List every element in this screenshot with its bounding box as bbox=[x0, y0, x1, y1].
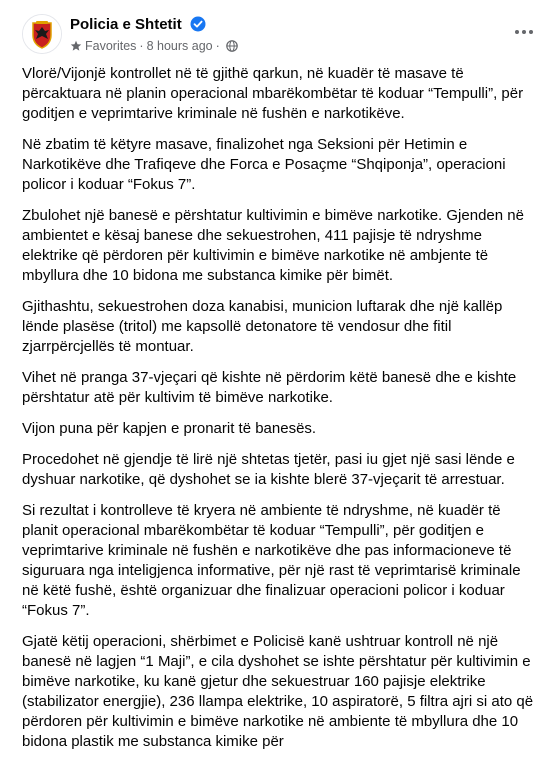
post-paragraph: Gjithashtu, sekuestrohen doza kanabisi, municion luftarak dhe një kallëp lënde plasëse (tritol) me kapsollë detonatore të vendosur dhe fitil zjarrpërcjellës të montuar. bbox=[22, 298, 503, 355]
meta-separator: · bbox=[215, 39, 220, 53]
post-header bbox=[0, 0, 560, 64]
post-paragraph: Si rezultat i kontrolleve të kryera në ambiente të ndryshme, në kuadër të planit operacional mbarëkombëtar të koduar “Tempulli”, për goditjen e veprimtarive kriminale në fushën e narkotikëve dhe pas informacioneve të siguruara nga inteligjenca informative, për një rast të veprimtarisë kriminale në këtë fushë, është organizuar dhe finalizuar operacioni policor i koduar “Fokus 7”. bbox=[22, 502, 521, 619]
post-paragraph: Vihet në pranga 37-vjeçari që kishte në përdorim këtë banesë dhe e kishte përshtatur atë për kultivim të bimëve narkotike. bbox=[22, 369, 517, 406]
star-icon bbox=[70, 40, 82, 52]
more-options-button[interactable] bbox=[508, 18, 540, 46]
verified-badge-icon bbox=[190, 16, 206, 32]
globe-icon[interactable] bbox=[226, 40, 238, 52]
post-meta bbox=[70, 38, 238, 54]
post-paragraph: Gjatë këtij operacioni, shërbimet e Policisë kanë ushtruar kontroll në një banesë në lagjen “1 Maji”, e cila dyshohet se ishte përshtatur për kultivimin e bimëve narkotike, ku kanë gjetur dhe sekuestruar 160 pajisje elektrike (stabilizator energjie), 236 llampa elektrike, 10 aspiratorë, 5 filtra ajri si ato që përdoren për kultivimin e bimëve narkotike në ambiente të mbyllura dhe 10 bidona plastik me substanca kimike për bbox=[22, 633, 534, 750]
post-paragraph: Vijon puna për kapjen e pronarit të banesës. bbox=[22, 420, 317, 437]
post-timestamp[interactable]: 8 hours ago bbox=[146, 39, 213, 53]
more-dot bbox=[515, 30, 519, 34]
page-name[interactable]: Policia e Shtetit bbox=[70, 16, 182, 33]
page-name-row bbox=[70, 16, 206, 34]
meta-separator: · bbox=[139, 39, 144, 53]
post-paragraph: Vlorë/Vijonjë kontrollet në të gjithë qarkun, në kuadër të masave të përcaktuara në planin operacional mbarëkombëtar të koduar “Tempulli”, për goditjen e veprimtarive kriminale në fushën e narkotikëve. bbox=[22, 65, 524, 122]
post-body bbox=[22, 64, 534, 763]
police-emblem-icon bbox=[23, 15, 61, 53]
post-paragraph: Zbulohet një banesë e përshtatur kultivimin e bimëve narkotike. Gjenden në ambientet e kësaj banese dhe sekuestrohen, 411 pajisje të ndryshme elektrike që përdoren për kultivimin e bimëve narkotike në ambjente të mbyllura dhe 10 bidona me substanca kimike për bimët. bbox=[22, 207, 524, 284]
more-dot bbox=[529, 30, 533, 34]
more-dot bbox=[522, 30, 526, 34]
favorites-label[interactable]: Favorites bbox=[85, 39, 137, 53]
post-paragraph: Në zbatim të këtyre masave, finalizohet nga Seksioni për Hetimin e Narkotikëve dhe Trafiqeve dhe Forca e Posaçme “Shqiponja”, operacioni policor i koduar “Fokus 7”. bbox=[22, 136, 506, 193]
page-avatar[interactable] bbox=[22, 14, 62, 54]
post-paragraph: Procedohet në gjendje të lirë një shtetas tjetër, pasi iu gjet një sasi lënde e dyshuar narkotike, që dyshohet se ia kishte blerë 37-vjeçarit të arrestuar. bbox=[22, 451, 515, 488]
